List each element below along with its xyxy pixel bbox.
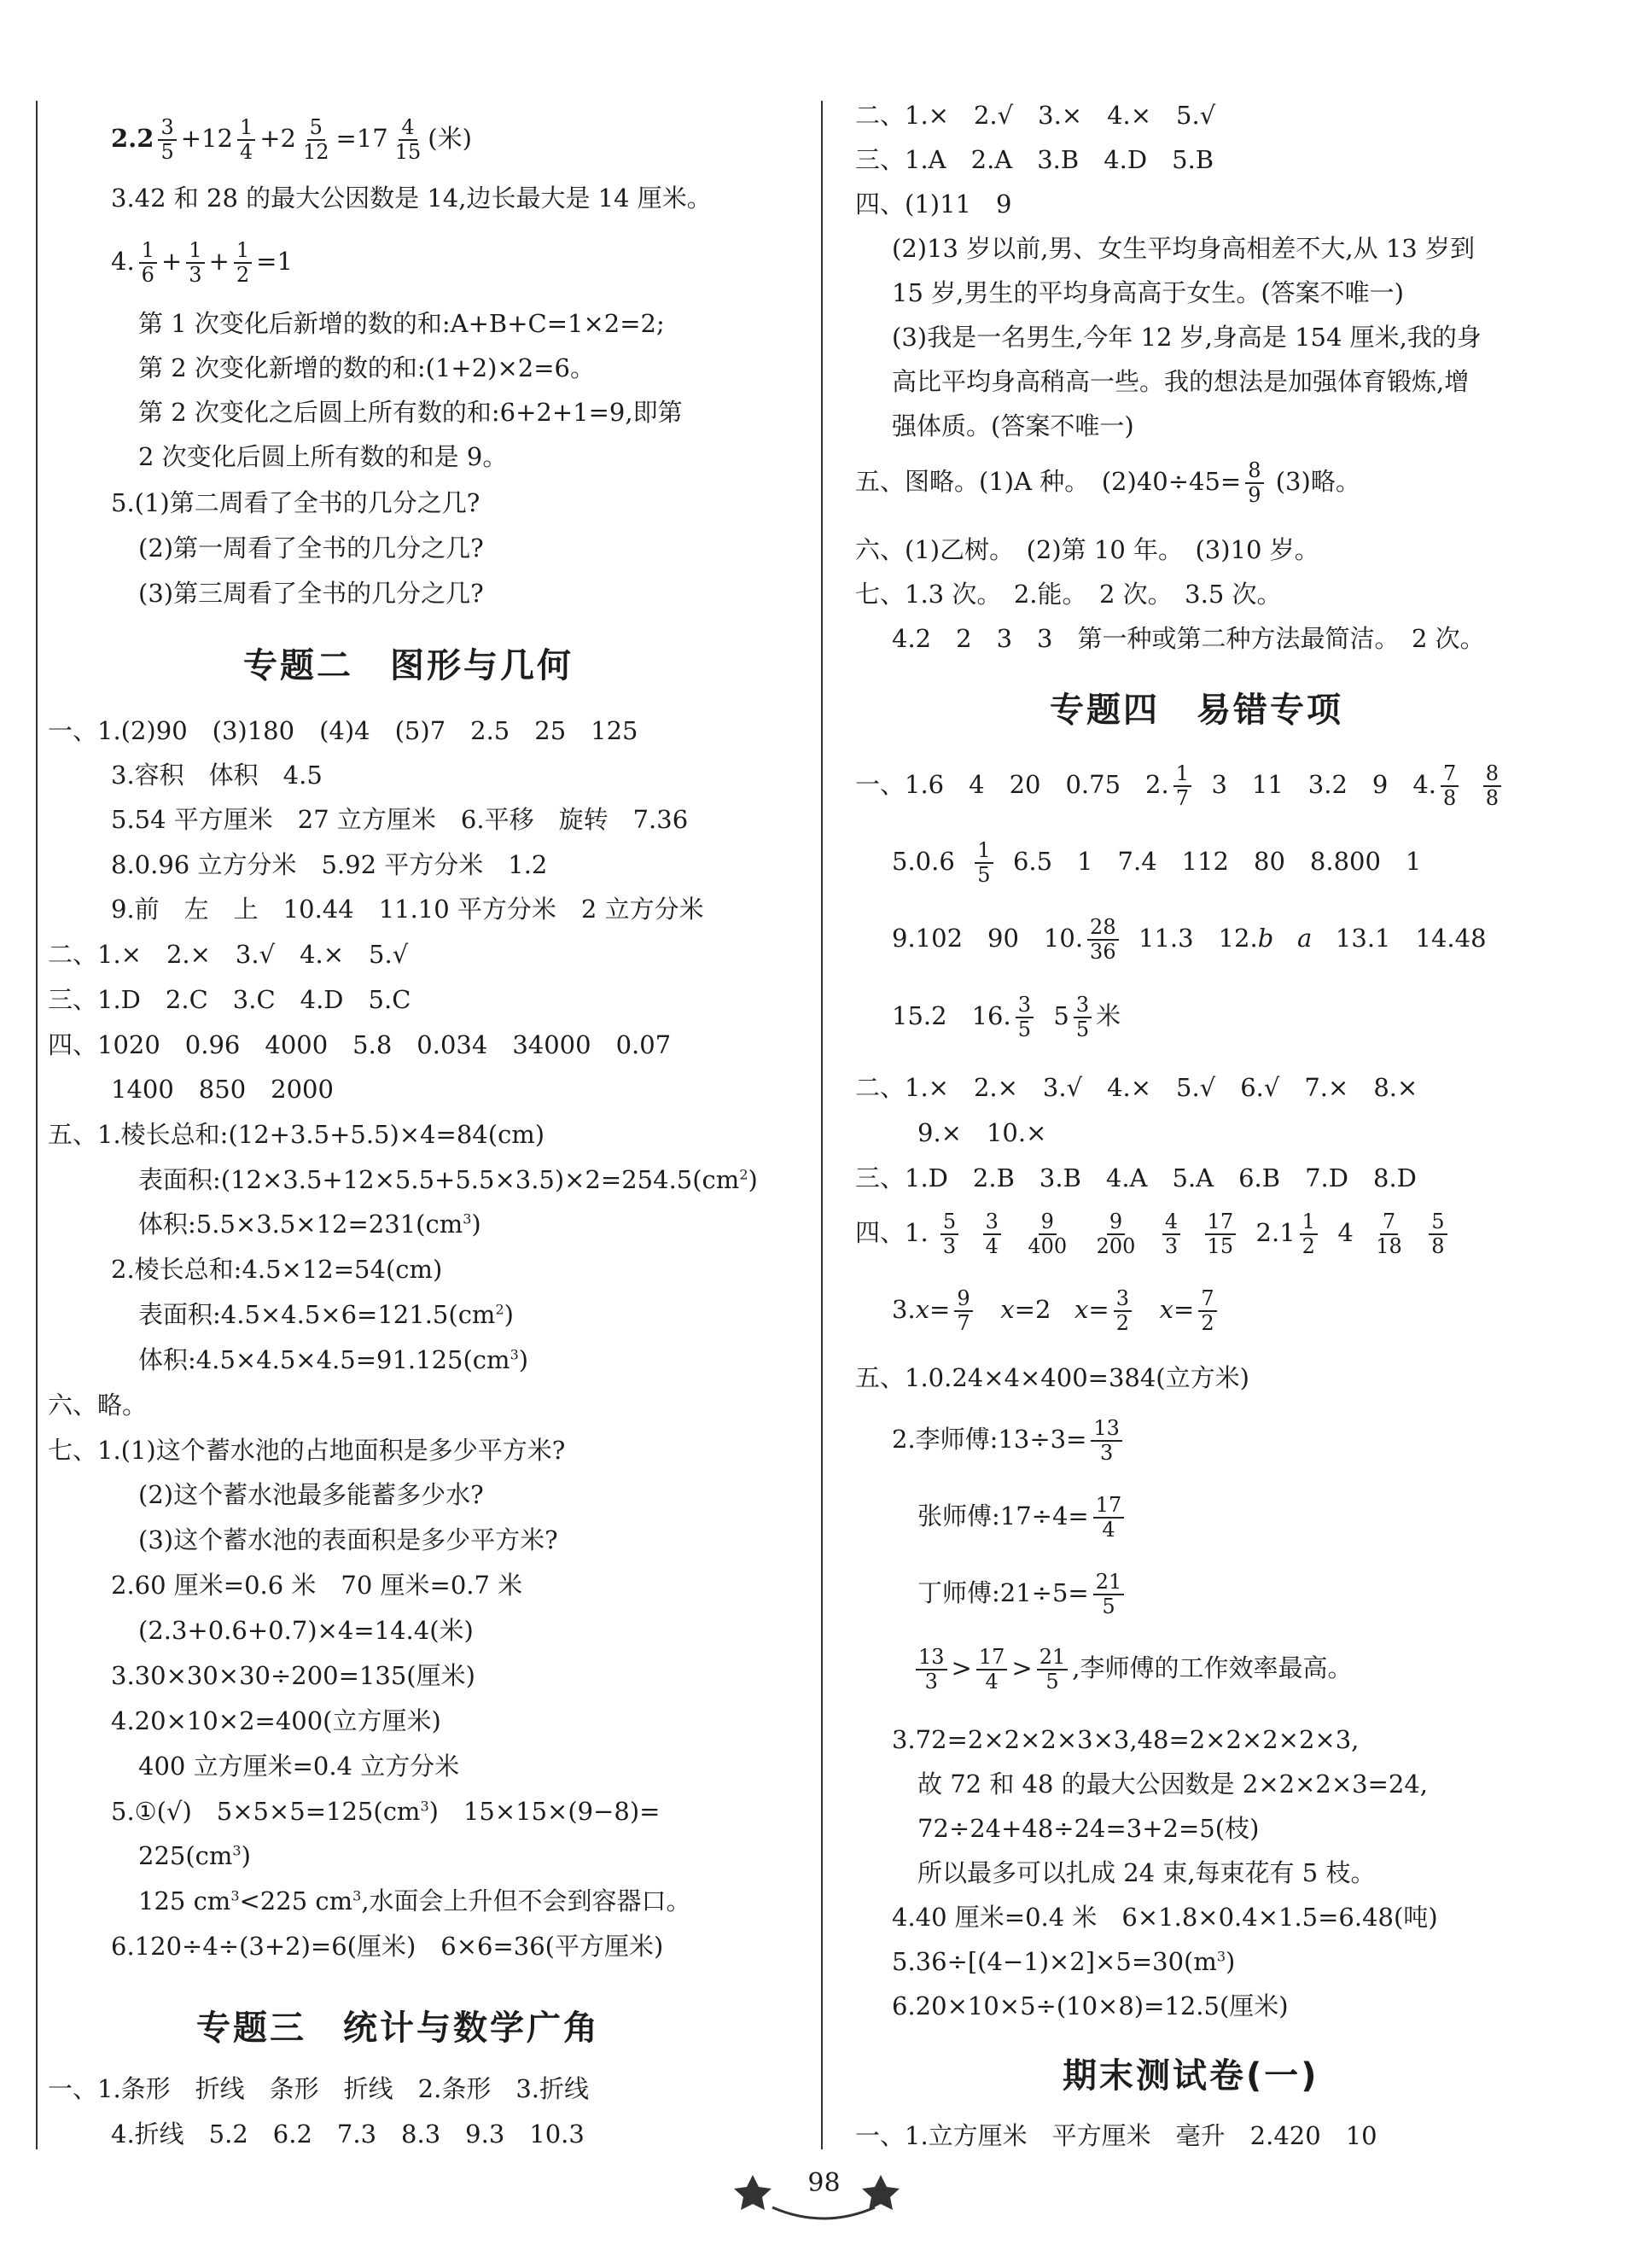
fraction: $\frac{5}{3}$ <box>940 1210 958 1258</box>
fraction: $\frac{17}{4}$ <box>976 1646 1008 1694</box>
answer-line: (3)第三周看了全书的几分之几? <box>138 579 484 608</box>
answer-line: 四、1. $\frac{5}{3}$ $\frac{3}{4}$ $\frac{9}{400}$ $\frac{9}{200}$ $\frac{4}{3}$ $\frac{17}{15}$ 2.1 $\frac{1}{2}$ 4 $\frac{7}{18}$ $\frac{5}{8}$ <box>855 1210 1452 1258</box>
answer-line: 三、1.D 2.B 3.B 4.A 5.A 6.B 7.D 8.D <box>855 1163 1417 1192</box>
answer-line: 五、1.0.24×4×400=384(立方米) <box>855 1363 1249 1392</box>
answer-line: 4.40 厘米=0.4 米 6×1.8×0.4×1.5=6.48(吨) <box>892 1903 1438 1932</box>
answer-line: 4.2 2 3 3 第一种或第二种方法最简洁。 2 次。 <box>892 624 1485 653</box>
answer-line: 张师傅:17÷4= $\frac{17}{4}$ <box>917 1494 1128 1542</box>
answer-line: 125 $cm^3<225$ $cm^3$,水面会上升但不会到容器口。 <box>138 1886 691 1915</box>
answer-line: 9.前 左 上 10.44 11.10 平方分米 2 立方分米 <box>111 895 704 924</box>
fraction: $\frac{1}{6}$ <box>139 239 157 287</box>
answer-line: 故 72 和 48 的最大公因数是 2×2×2×3=24, <box>917 1770 1429 1799</box>
fraction: $\frac{7}{8}$ <box>1441 762 1459 810</box>
fraction: $\frac{1}{5}$ <box>975 839 993 887</box>
answer-line: 一、1.(2)90 (3)180 (4)4 (5)7 2.5 25 125 <box>48 716 638 745</box>
answer-line: 六、(1)乙树。 (2)第 10 年。 (3)10 岁。 <box>855 535 1319 564</box>
fraction: $\frac{21}{5}$ <box>1093 1571 1125 1618</box>
answer-line: 4.折线 5.2 6.2 7.3 8.3 9.3 10.3 <box>111 2119 585 2148</box>
fraction: $\frac{9}{400}$ <box>1028 1210 1068 1258</box>
fraction: $\frac{1}{2}$ <box>1300 1210 1318 1258</box>
answer-line: 8.0.96 立方分米 5.92 平方分米 1.2 <box>111 850 548 879</box>
answer-line: 4. $\frac{1}{6}$ + $\frac{1}{3}$ + $\frac{1}{2}$ =1 <box>111 238 293 287</box>
answer-line: 5.54 平方厘米 27 立方厘米 6.平移 旋转 7.36 <box>111 805 689 834</box>
answer-line: 强体质。(答案不唯一) <box>892 411 1134 440</box>
answer-line: (2)第一周看了全书的几分之几? <box>138 533 484 563</box>
answer-line: 二、1.× 2.× 3.√ 4.× 5.√ <box>48 940 409 969</box>
answer-line: 第 1 次变化后新增的数的和:A+B+C=1×2=2; <box>138 309 665 338</box>
answer-line: 2.2 $\frac{3}{5}$ +12 $\frac{1}{4}$ +2 $\frac{5}{12}$ =17 $\frac{4}{15}$ (米) <box>111 115 472 164</box>
fraction: $\frac{1}{7}$ <box>1173 762 1191 810</box>
answer-line: (2.3+0.6+0.7)×4=14.4(米) <box>138 1616 474 1645</box>
fraction: $\frac{17}{15}$ <box>1205 1210 1237 1258</box>
section-heading: 专题二 图形与几何 <box>243 646 574 685</box>
fraction: $\frac{8}{8}$ <box>1483 762 1501 810</box>
answer-line: 15.2 16. $\frac{3}{5}$ 5 $\frac{3}{5}$ 米 <box>892 993 1121 1041</box>
answer-line: 2 次变化后圆上所有数的和是 9。 <box>138 442 508 471</box>
answer-line: 一、1.条形 折线 条形 折线 2.条形 3.折线 <box>48 2074 590 2103</box>
fraction: $\frac{7}{18}$ <box>1376 1210 1402 1258</box>
answer-line: (3)我是一名男生,今年 12 岁,身高是 154 厘米,我的身 <box>892 323 1482 352</box>
answer-line: 5.(1)第二周看了全书的几分之几? <box>111 488 480 517</box>
answer-line: (3)这个蓄水池的表面积是多少平方米? <box>138 1525 558 1554</box>
answer-line: (2)这个蓄水池最多能蓄多少水? <box>138 1480 484 1509</box>
answer-line: $225(cm^3)$ <box>138 1841 251 1870</box>
answer-line: 15 岁,男生的平均身高高于女生。(答案不唯一) <box>892 278 1404 307</box>
section-heading: 专题四 易错专项 <box>1050 691 1343 730</box>
swoosh-line <box>772 2207 875 2218</box>
fraction: $\frac{13}{3}$ <box>1091 1417 1122 1465</box>
answer-line: 表面积$:(12\times 3.5+12\times 5.5+5.5\times 3.5)\times 2=254.5(cm^2)$ <box>138 1165 758 1194</box>
answer-line: (2)13 岁以前,男、女生平均身高相差不大,从 13 岁到 <box>892 234 1475 263</box>
answer-line: 五、图略。(1)A 种。 (2)40÷45= $\frac{8}{9}$ (3)略。 <box>855 458 1360 507</box>
fraction: $\frac{3}{2}$ <box>1114 1287 1132 1335</box>
page-number: 98 <box>807 2168 841 2198</box>
fraction: $\frac{1}{2}$ <box>234 239 252 287</box>
fraction: $\frac{1}{4}$ <box>237 116 255 164</box>
answer-line: 表面积$:4.5\times 4.5\times 6=121.5(cm^2)$ <box>138 1300 514 1329</box>
answer-line: 一、1.6 4 20 0.75 2. $\frac{1}{7}$ 3 11 3.2 9 4. $\frac{7}{8}$ $\frac{8}{8}$ <box>855 762 1505 810</box>
fraction: $\frac{13}{3}$ <box>916 1646 947 1694</box>
fraction: $\frac{8}{9}$ <box>1245 459 1263 507</box>
fraction: $\frac{3}{5}$ <box>1074 994 1092 1041</box>
section-heading: 专题三 统计与数学广角 <box>196 2009 600 2048</box>
left-margin-rule <box>36 101 38 2149</box>
fraction: $\frac{5}{12}$ <box>302 115 329 164</box>
answer-line: 2.60 厘米=0.6 米 70 厘米=0.7 米 <box>111 1571 523 1600</box>
answer-line: 400 立方厘米=0.4 立方分米 <box>138 1752 460 1781</box>
answer-line: 第 2 次变化之后圆上所有数的和:6+2+1=9,即第 <box>138 398 683 427</box>
answer-line: 3.x= $\frac{9}{7}$ x=2 x= $\frac{3}{2}$ x= $\frac{7}{2}$ <box>892 1287 1221 1335</box>
fraction: $\frac{7}{2}$ <box>1198 1287 1216 1335</box>
answer-line: 3.42 和 28 的最大公因数是 14,边长最大是 14 厘米。 <box>111 184 712 213</box>
answer-line: 三、1.A 2.A 3.B 4.D 5.B <box>855 145 1214 174</box>
answer-line: 2.棱长总和:4.5×12=54(cm) <box>111 1255 443 1284</box>
fraction: $\frac{17}{4}$ <box>1093 1494 1125 1542</box>
fraction: $\frac{21}{5}$ <box>1037 1646 1069 1694</box>
answer-line: 6.20×10×5÷(10×8)=12.5(厘米) <box>892 1991 1289 2020</box>
answer-line: 2.李师傅:13÷3= $\frac{13}{3}$ <box>892 1417 1127 1465</box>
fraction: $\frac{4}{15}$ <box>394 115 422 164</box>
answer-line: 六、略。 <box>48 1391 148 1420</box>
answer-line: 一、1.立方厘米 平方厘米 毫升 2.420 10 <box>855 2121 1377 2150</box>
section-heading: 期末测试卷(一) <box>1063 2056 1319 2096</box>
answer-line: 9.102 90 10. $\frac{28}{36}$ 11.3 12.b a 13.1 14.48 <box>892 915 1487 964</box>
answer-line: 高比平均身高稍高一些。我的想法是加强体育锻炼,增 <box>892 367 1470 396</box>
answer-line: 3.30×30×30÷200=135(厘米) <box>111 1661 475 1690</box>
answer-line: 第 2 次变化新增的数的和:(1+2)×2=6。 <box>138 353 595 382</box>
answer-line: 二、1.× 2.√ 3.× 4.× 5.√ <box>855 101 1216 130</box>
answer-line: 丁师傅:21÷5= $\frac{21}{5}$ <box>917 1571 1128 1618</box>
answer-line: 6.120÷4÷(3+2)=6(厘米) 6×6=36(平方厘米) <box>111 1932 664 1961</box>
answer-line: 二、1.× 2.× 3.√ 4.× 5.√ 6.√ 7.× 8.× <box>855 1073 1418 1102</box>
answer-line: $5.36\div[(4-1)\times 2]\times 5=30(m^3)$ <box>892 1947 1236 1976</box>
fraction: $\frac{3}{5}$ <box>158 116 176 164</box>
answer-line: 72÷24+48÷24=3+2=5(枝) <box>917 1814 1260 1843</box>
answer-line: 5.①(√) $5\times 5\times 5=125(cm^3)$ 15×15×(9−8)= <box>111 1797 661 1826</box>
column-divider <box>821 101 823 2149</box>
fraction: $\frac{1}{3}$ <box>186 239 204 287</box>
answer-line: 3.容积 体积 4.5 <box>111 761 323 790</box>
answer-line: 体积$:4.5\times 4.5\times 4.5=91.125(cm^3)$ <box>138 1345 529 1374</box>
answer-line: 3.72=2×2×2×3×3,48=2×2×2×2×3, <box>892 1725 1360 1754</box>
answer-line: 四、1020 0.96 4000 5.8 0.034 34000 0.07 <box>48 1030 672 1059</box>
fraction: $\frac{3}{5}$ <box>1016 994 1034 1041</box>
answer-line: 体积$:5.5\times 3.5\times 12=231(cm^3)$ <box>138 1210 481 1239</box>
fraction: $\frac{4}{3}$ <box>1162 1210 1180 1258</box>
answer-line: 五、1.棱长总和:(12+3.5+5.5)×4=84(cm) <box>48 1120 545 1149</box>
answer-line: 9.× 10.× <box>917 1118 1047 1147</box>
answer-line: 所以最多可以扎成 24 束,每束花有 5 枝。 <box>917 1858 1376 1887</box>
answer-line: $\frac{13}{3}$ > $\frac{17}{4}$ > $\frac{21}{5}$ ,李师傅的工作效率最高。 <box>911 1646 1352 1694</box>
answer-line: 4.20×10×2=400(立方厘米) <box>111 1706 441 1735</box>
answer-line: 1400 850 2000 <box>111 1075 334 1104</box>
fraction: $\frac{9}{7}$ <box>954 1287 972 1335</box>
answer-line: 四、(1)11 9 <box>855 189 1012 219</box>
answer-line: 七、1.(1)这个蓄水池的占地面积是多少平方米? <box>48 1436 566 1465</box>
answer-line: 5.0.6 $\frac{1}{5}$ 6.5 1 7.4 112 80 8.800 1 <box>892 838 1422 887</box>
fraction: $\frac{9}{200}$ <box>1096 1210 1136 1258</box>
fraction: $\frac{28}{36}$ <box>1087 916 1119 964</box>
answer-line: 三、1.D 2.C 3.C 4.D 5.C <box>48 985 411 1014</box>
fraction: $\frac{3}{4}$ <box>983 1210 1001 1258</box>
fraction: $\frac{5}{8}$ <box>1429 1210 1447 1258</box>
answer-line: 七、1.3 次。 2.能。 2 次。 3.5 次。 <box>855 580 1282 609</box>
